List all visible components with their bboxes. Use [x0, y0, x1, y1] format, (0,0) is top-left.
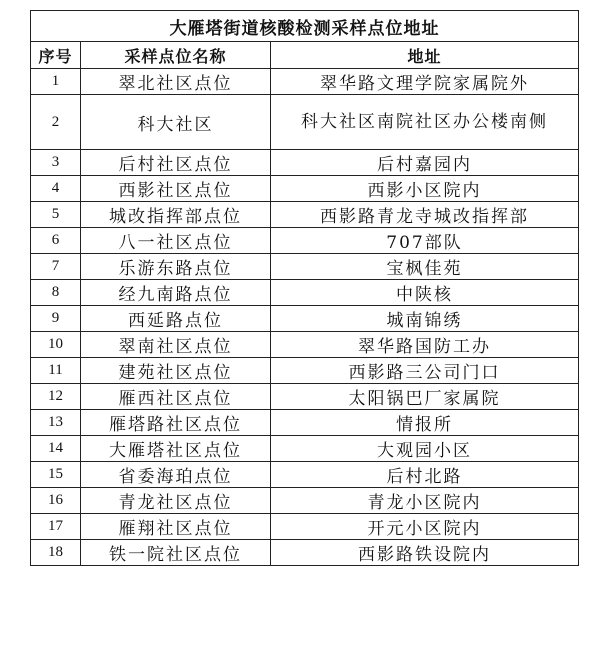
row-address: 中陕核	[271, 280, 579, 306]
row-index: 18	[31, 540, 81, 566]
row-address: 西影路三公司门口	[271, 358, 579, 384]
row-index: 12	[31, 384, 81, 410]
row-index: 6	[31, 228, 81, 254]
row-index: 11	[31, 358, 81, 384]
row-index: 13	[31, 410, 81, 436]
row-site-name: 雁翔社区点位	[81, 514, 271, 540]
row-address: 后村北路	[271, 462, 579, 488]
title-row	[31, 11, 579, 42]
row-site-name: 铁一院社区点位	[81, 540, 271, 566]
row-index: 8	[31, 280, 81, 306]
row-address: 翠华路文理学院家属院外	[271, 69, 579, 95]
row-address: 情报所	[271, 410, 579, 436]
header-index: 序号	[31, 42, 81, 69]
row-index: 2	[31, 95, 81, 150]
row-address: 科大社区南院社区办公楼南侧	[271, 95, 579, 150]
header-address: 地址	[271, 42, 579, 69]
table-row	[31, 228, 579, 254]
row-site-name: 经九南路点位	[81, 280, 271, 306]
table-row	[31, 358, 579, 384]
table-row	[31, 410, 579, 436]
row-site-name: 青龙社区点位	[81, 488, 271, 514]
table-body	[31, 69, 579, 566]
row-address: 西影路铁设院内	[271, 540, 579, 566]
row-address: 青龙小区院内	[271, 488, 579, 514]
table-row	[31, 95, 579, 150]
row-index: 17	[31, 514, 81, 540]
row-index: 9	[31, 306, 81, 332]
table-row	[31, 436, 579, 462]
row-address: 翠华路国防工办	[271, 332, 579, 358]
row-site-name: 八一社区点位	[81, 228, 271, 254]
row-site-name: 雁西社区点位	[81, 384, 271, 410]
row-site-name: 大雁塔社区点位	[81, 436, 271, 462]
row-address: 707部队	[271, 228, 579, 254]
header-site-name: 采样点位名称	[81, 42, 271, 69]
row-site-name: 建苑社区点位	[81, 358, 271, 384]
row-index: 3	[31, 150, 81, 176]
row-address: 西影小区院内	[271, 176, 579, 202]
row-index: 10	[31, 332, 81, 358]
sampling-sites-table	[30, 10, 579, 566]
row-address: 宝枫佳苑	[271, 254, 579, 280]
row-site-name: 省委海珀点位	[81, 462, 271, 488]
table-row	[31, 176, 579, 202]
table-row	[31, 384, 579, 410]
table-row	[31, 69, 579, 95]
row-index: 4	[31, 176, 81, 202]
row-site-name: 西延路点位	[81, 306, 271, 332]
row-index: 7	[31, 254, 81, 280]
row-index: 5	[31, 202, 81, 228]
row-index: 1	[31, 69, 81, 95]
row-index: 16	[31, 488, 81, 514]
row-site-name: 西影社区点位	[81, 176, 271, 202]
header-row	[31, 42, 579, 69]
row-address: 城南锦绣	[271, 306, 579, 332]
row-site-name: 乐游东路点位	[81, 254, 271, 280]
table-row	[31, 514, 579, 540]
row-site-name: 翠北社区点位	[81, 69, 271, 95]
row-index: 15	[31, 462, 81, 488]
table-row	[31, 540, 579, 566]
row-site-name: 雁塔路社区点位	[81, 410, 271, 436]
table-row	[31, 306, 579, 332]
table-row	[31, 462, 579, 488]
row-site-name: 城改指挥部点位	[81, 202, 271, 228]
row-site-name: 科大社区	[81, 95, 271, 150]
row-index: 14	[31, 436, 81, 462]
table-row	[31, 254, 579, 280]
table-title: 大雁塔街道核酸检测采样点位地址	[31, 11, 579, 42]
row-site-name: 翠南社区点位	[81, 332, 271, 358]
row-address: 西影路青龙寺城改指挥部	[271, 202, 579, 228]
table-row	[31, 280, 579, 306]
row-address: 太阳锅巴厂家属院	[271, 384, 579, 410]
row-address: 大观园小区	[271, 436, 579, 462]
row-address: 后村嘉园内	[271, 150, 579, 176]
table-row	[31, 332, 579, 358]
table-row	[31, 202, 579, 228]
row-site-name: 后村社区点位	[81, 150, 271, 176]
row-address: 开元小区院内	[271, 514, 579, 540]
table-row	[31, 150, 579, 176]
table-row	[31, 488, 579, 514]
